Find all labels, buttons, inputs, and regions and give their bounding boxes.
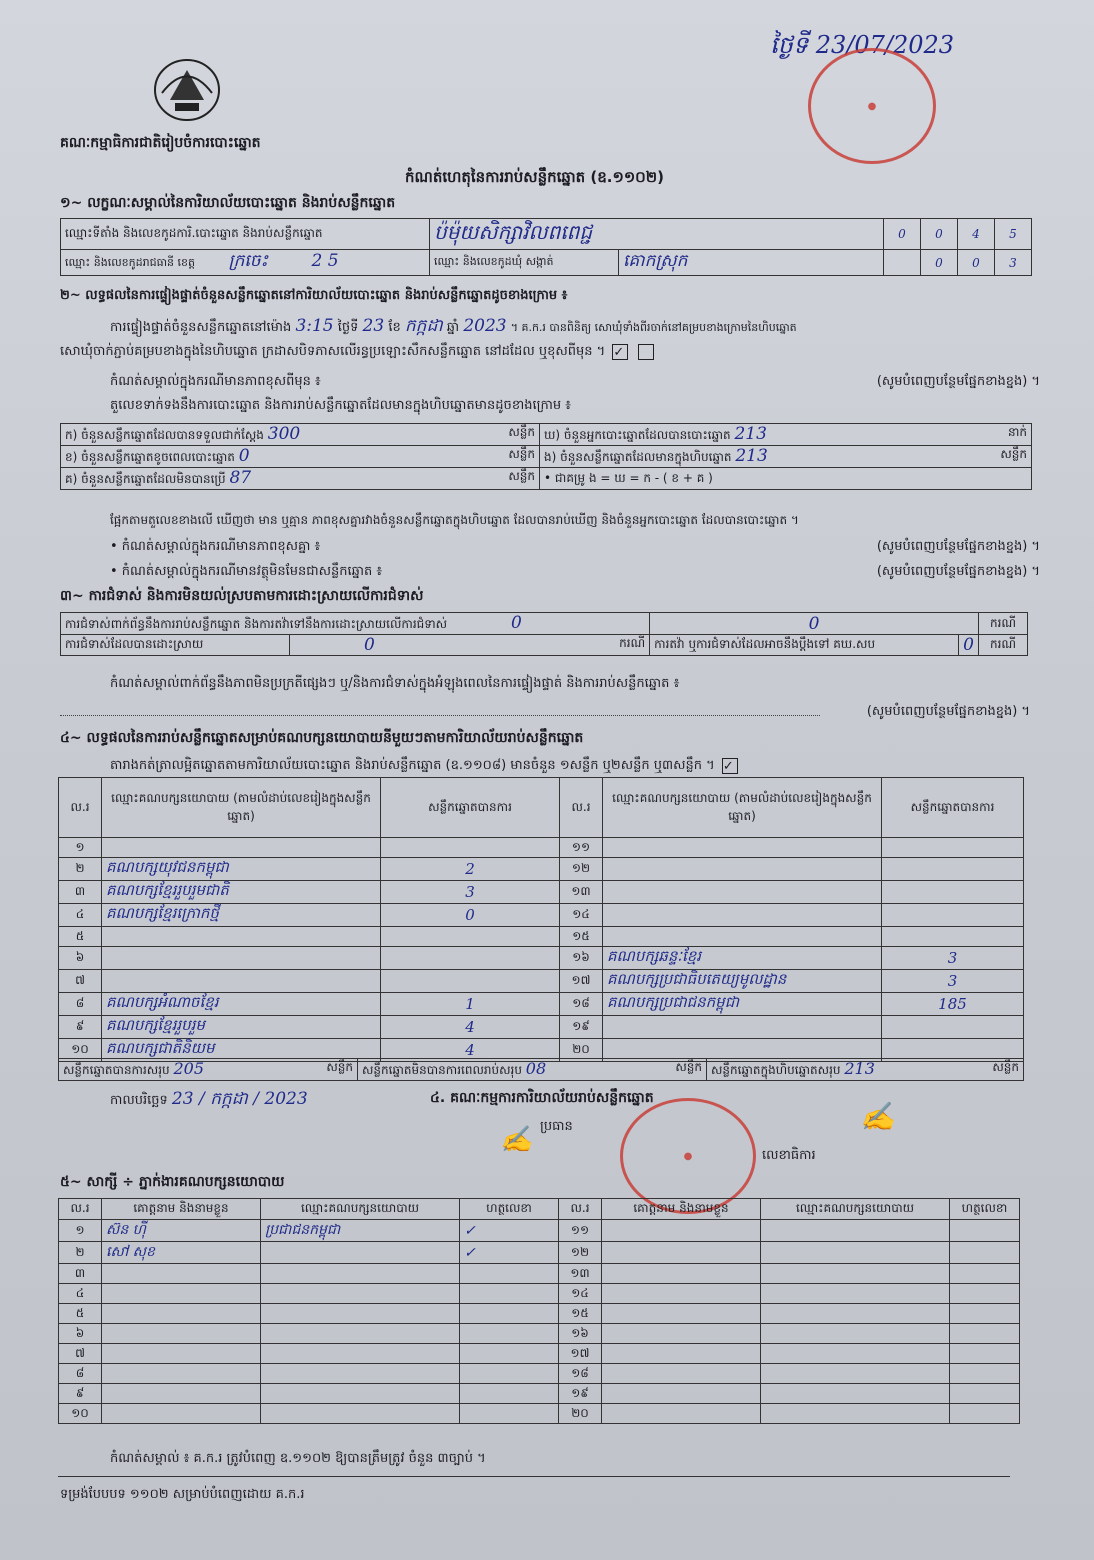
results-row-no: ៣ [59,881,102,904]
verification-year: 2023 [463,316,507,336]
witness-row-signature [460,1304,559,1324]
witness-row [59,1404,1020,1424]
witness-row-party [261,1324,460,1344]
official-stamp-top: ● [808,48,936,164]
results-row-no: ១៧ [560,970,603,993]
verification-line: ការផ្ទៀងផ្ទាត់ចំនួនសន្លឹកឆ្នោតនៅម៉ោង 3:15 ថ្ងៃទី 23 ខែ កក្កដា ឆ្នាំ 2023 ។ គ.ក.រ បានពិនិត្យ សោឃុំទាំងពីរចាក់នៅគម្របខាងក្រោមនៃហិបឆ្នោត [110,316,797,336]
results-table [58,777,1024,1062]
figures-table [60,423,1032,490]
witness-row-party [761,1220,950,1242]
objection-count-2: 0 [650,613,979,635]
section1-table [60,218,1032,276]
witness-row-signature [950,1344,1020,1364]
commune-code-digit: 0 [921,250,958,276]
province-code: 2 5 [311,251,339,271]
irregularity-note: កំណត់សម្គាល់ពាក់ព័ន្ធនឹងភាពមិនប្រក្រតីផ្សេងៗ ឬ/និងការជំទាស់ក្នុងអំឡុងពេលនៃការផ្ទៀងផ្ទាត់ និងការរាប់សន្លឹកឆ្នោត ៖ [110,676,680,691]
province-value: ក្រចេះ [228,251,269,271]
witness-row-party [761,1364,950,1384]
signing-date-value: 23 / កក្កដា / 2023 [171,1089,308,1109]
results-row-votes [882,858,1024,881]
verification-month: កក្កដា [404,316,443,336]
witness-row-party [761,1384,950,1404]
objection-table [60,612,1028,656]
witness-row-party [761,1242,950,1264]
witness-row-party [261,1384,460,1404]
results-row-no: ២ [59,858,102,881]
witness-row-name [102,1264,261,1284]
results-totals [58,1058,1024,1081]
witness-row-signature [950,1364,1020,1384]
org-name: គណៈកម្មាធិការជាតិរៀបចំការបោះឆ្នោត [60,135,261,151]
results-row-no: ១ [59,838,102,858]
results-row [59,993,1024,1016]
results-row-party: គណបក្សខ្មែរក្រោកថ្មី [102,904,381,927]
results-row-party: គណបក្សប្រជាធិបតេយ្យមូលដ្ឋាន [603,970,882,993]
committee-title: ៤. គណៈកម្មការការិយាល័យរាប់សន្លឹកឆ្នោត [430,1090,654,1106]
witness-row-no: ១៨ [559,1364,602,1384]
figure-b: ខ) ចំនួនសន្លឹកឆ្នោតខូចពេលបោះឆ្នោត 0 សន្លឹក [61,446,540,468]
witness-row-party [261,1364,460,1384]
witness-row-no: ១៧ [559,1344,602,1364]
witness-row-name [102,1324,261,1344]
results-row-no: ១៩ [560,1016,603,1039]
witness-row-no: ៦ [59,1324,102,1344]
object-note: • កំណត់សម្គាល់ក្នុងករណីមានវត្ថុមិនមែនជាសន្លឹកឆ្នោត ៖ (សូមបំពេញបន្ថែមផ្នែកខាងខ្នង) ។ [110,564,1040,579]
witness-row-name [602,1242,761,1264]
witness-row-signature [950,1264,1020,1284]
witness-row [59,1284,1020,1304]
secretary-signature: ✍ [860,1100,895,1133]
section1-title: ១~ លក្ខណៈសម្គាល់នៃការិយាល័យបោះឆ្នោត និងរាប់សន្លឹកឆ្នោត [60,195,396,211]
witness-row-signature [460,1324,559,1344]
witness-row [59,1264,1020,1284]
witness-row-signature [460,1344,559,1364]
witness-row-party [261,1242,460,1264]
witness-row-name: សៅ សុខ [102,1242,261,1264]
witness-row-name [602,1364,761,1384]
results-row-votes: 0 [381,904,560,927]
witness-row-signature [950,1404,1020,1424]
figure-a: ក) ចំនួនសន្លឹកឆ្នោតដែលបានទទួលជាក់ស្តែង 300 សន្លឹក [61,424,540,446]
witness-row-party [261,1284,460,1304]
signing-date: កាលបរិច្ឆេទ 23 / កក្កដា / 2023 [110,1089,308,1109]
witness-row-party [761,1324,950,1344]
results-row-votes: 1 [381,993,560,1016]
results-row-no: ១៣ [560,881,603,904]
section5-title: ៥~ សាក្សី ÷ ភ្នាក់ងារគណបក្សនយោបាយ [60,1174,285,1190]
results-row-votes [381,947,560,970]
results-row-party: គណបក្សជាតិនិយម [102,1039,381,1062]
witness-row [59,1344,1020,1364]
witness-row-name [602,1344,761,1364]
results-row-no: ២០ [560,1039,603,1062]
witness-header-name: គោត្តនាម និងនាមខ្លួន [602,1199,761,1220]
location-label: ឈ្មោះទីតាំង និងលេខកូដការិ.បោះឆ្នោត និងរាប់សន្លឹកឆ្នោត [61,219,430,250]
difference-note-line: កំណត់សម្គាល់ក្នុងករណីមានភាពខុសពីមុន ៖ (សូមបំពេញបន្ថែមផ្នែកខាងខ្នង) ។ [110,374,1040,389]
nec-logo [150,55,225,125]
footer-divider [58,1476,1010,1477]
seal-line: សោឃុំចាក់ភ្ជាប់គម្របខាងក្នុងនៃហិបឆ្នោត ក្រដាសបិទភាសលើរន្ធប្រឡោះសឹកសន្លឹកឆ្នោត នៅដដែល ឬខុសពីមុន ។ ✓ [60,343,657,362]
same-checkbox: ✓ [612,344,628,360]
witness-row-name [102,1384,261,1404]
witness-row-signature [950,1324,1020,1344]
results-row-party [102,970,381,993]
witness-row [59,1220,1020,1242]
results-row-no: ៤ [59,904,102,927]
results-row-no: ៨ [59,993,102,1016]
witness-row-no: ២០ [559,1404,602,1424]
witness-row-party: ប្រជាជនកម្ពុជា [261,1220,460,1242]
commune-code-digit: 0 [958,250,995,276]
witness-row-name [102,1304,261,1324]
results-row-party: គណបក្សឆន្ទៈខ្មែរ [603,947,882,970]
province-label: ឈ្មោះ និងលេខកូដរាជធានី ខេត្ត ក្រចេះ 2 5 [61,250,430,276]
chair-label: ប្រធាន [540,1119,573,1134]
results-row-party: គណបក្សខ្មែររួបរួម [102,1016,381,1039]
witness-row-name [602,1284,761,1304]
results-row [59,947,1024,970]
witness-row [59,1324,1020,1344]
results-row-party [603,1016,882,1039]
different-checkbox [638,344,654,360]
witness-row-name [102,1364,261,1384]
total-in-box: សន្លឹកឆ្នោតក្នុងហិបឆ្នោតសរុប 213 សន្លឹក [707,1059,1024,1081]
witness-row-no: ១៣ [559,1264,602,1284]
appeal-label: ការតវ៉ា ឬការជំទាស់ដែលអាចនឹងប្តឹងទៅ គឃ.សប [650,635,959,656]
witness-row-signature [460,1284,559,1304]
resolved-count: 0 ករណី [290,635,650,656]
witness-header-signature: ហត្ថលេខា [460,1199,559,1220]
witness-row-party [761,1304,950,1324]
results-row [59,970,1024,993]
results-row-party: គណបក្សយុវជនកម្ពុជា [102,858,381,881]
top-date-note: ថ្ងៃទី 23/07/2023 [770,31,955,59]
results-row-votes [882,927,1024,947]
figures-intro: តួលេខទាក់ទងនឹងការបោះឆ្នោត និងការរាប់សន្លឹកឆ្នោតដែលមានក្នុងហិបឆ្នោតមានដូចខាងក្រោម ៖ [110,398,571,413]
results-row-party [603,838,882,858]
witness-row-no: ១០ [59,1404,102,1424]
discrepancy-note: • កំណត់សម្គាល់ក្នុងករណីមានភាពខុសគ្នា ៖ (សូមបំពេញបន្ថែមផ្នែកខាងខ្នង) ។ [110,539,1040,554]
results-row-no: ១២ [560,858,603,881]
results-row-party: គណបក្សអំណាចខ្មែរ [102,993,381,1016]
witness-row-no: ៧ [59,1344,102,1364]
results-row [59,1016,1024,1039]
witness-header-party: ឈ្មោះគណបក្សនយោបាយ [761,1199,950,1220]
witness-row-signature: ✓ [460,1242,559,1264]
official-stamp-bottom: ● [620,1098,756,1214]
results-row-votes [882,838,1024,858]
results-row-party: គណបក្សខ្មែររួបរួមជាតិ [102,881,381,904]
witness-header-name: គោត្តនាម និងនាមខ្លួន [102,1199,261,1220]
discrepancy-line: ផ្អែកតាមតួលេខខាងលើ ឃើញថា មាន ឬគ្មាន ភាពខុសគ្នារវាងចំនួនសន្លឹកឆ្នោតក្នុងហិបឆ្នោត ដែលបានរាប់ឃើញ និងចំនួនអ្នកបោះឆ្នោត ដែលបានបោះឆ្នោត ។ [110,513,799,527]
results-row-votes: 4 [381,1016,560,1039]
witness-row-name [102,1344,261,1364]
results-header-votes: សន្លឹកឆ្នោតបានការ [381,778,560,838]
witness-row [59,1364,1020,1384]
witness-row [59,1304,1020,1324]
section3-title: ៣~ ការជំទាស់ និងការមិនយល់ស្របតាមការដោះស្រាយលើការជំទាស់ [60,588,424,604]
witness-row [59,1242,1020,1264]
results-row-no: ១៤ [560,904,603,927]
witness-row-party [261,1264,460,1284]
witness-row-name [602,1324,761,1344]
results-header-no: ល.រ [59,778,102,838]
irregularity-fill-line: (សូមបំពេញបន្ថែមផ្នែកខាងខ្នង) ។ [60,703,1030,720]
witness-row-signature [460,1384,559,1404]
results-row [59,904,1024,927]
witness-row-no: ១២ [559,1242,602,1264]
witness-row-signature [460,1404,559,1424]
results-row-votes: 3 [381,881,560,904]
witness-row-no: ១១ [559,1220,602,1242]
resolved-label: ការជំទាស់ដែលបានដោះស្រាយ [61,635,290,656]
witness-row-name [102,1284,261,1304]
results-row-party [102,838,381,858]
results-row-votes [882,904,1024,927]
results-row-votes: 185 [882,993,1024,1016]
location-code-digit: 0 [884,219,921,250]
section4-title: ៤~ លទ្ធផលនៃការរាប់សន្លឹកឆ្នោតសម្រាប់គណបក្សនយោបាយនីមួយៗតាមការិយាល័យរាប់សន្លឹកឆ្នោត [60,730,584,746]
footnote: កំណត់សម្គាល់ ៖ គ.ក.រ ត្រូវបំពេញ ឧ.១១០២ ឱ្យបានត្រឹមត្រូវ ចំនួន ៣ច្បាប់ ។ [110,1451,486,1466]
objection-unit: ករណី [979,613,1028,635]
results-header-votes: សន្លឹកឆ្នោតបានការ [882,778,1024,838]
witness-header-no: ល.រ [59,1199,102,1220]
witness-header-no: ល.រ [559,1199,602,1220]
witness-row-signature [950,1304,1020,1324]
witness-row-name: ស៊ន ហ៊ី [102,1220,261,1242]
results-row-votes [381,838,560,858]
results-row-party [102,927,381,947]
secretary-label: លេខាធិការ [762,1148,816,1163]
witness-row-no: ១ [59,1220,102,1242]
witness-row-signature [950,1220,1020,1242]
results-row [59,927,1024,947]
location-code-digit: 4 [958,219,995,250]
results-row-party [102,947,381,970]
witness-row [59,1384,1020,1404]
witness-row-name [102,1404,261,1424]
figure-c: គ) ចំនួនសន្លឹកឆ្នោតដែលមិនបានប្រើ 87 សន្លឹក [61,468,540,490]
commune-value: គោកស្រុក [619,250,884,276]
results-row [59,838,1024,858]
section4-intro: តារាងកត់ត្រាលម្អិតឆ្នោតតាមការិយាល័យបោះឆ្នោត និងរាប់សន្លឹកឆ្នោត (ឧ.១១០៨) មានចំនួន ១សន្លឹក ឬ២សន្លឹក ឬ៣សន្លឹក ។ ✓ [110,757,741,776]
results-header-party: ឈ្មោះគណបក្សនយោបាយ (តាមលំដាប់លេខរៀងក្នុងសន្លឹកឆ្នោត) [102,778,381,838]
results-row-no: ៥ [59,927,102,947]
commune-label: ឈ្មោះ និងលេខកូដឃុំ សង្កាត់ [430,250,619,276]
results-row [59,881,1024,904]
commune-code-digit: 3 [995,250,1032,276]
witness-row-no: ១៥ [559,1304,602,1324]
results-row-no: ១៦ [560,947,603,970]
witness-row-name [602,1384,761,1404]
results-row-party [603,881,882,904]
objection-label: ការជំទាស់ពាក់ព័ន្ធនឹងការរាប់សន្លឹកឆ្នោត និងការតវ៉ាទៅនឹងការដោះស្រាយលើការជំទាស់ 0 [61,613,650,635]
document-title: កំណត់ហេតុនៃការរាប់សន្លឹកឆ្នោត (ឧ.១១០២) [405,168,665,186]
witness-row-signature [950,1242,1020,1264]
witness-row-name [602,1220,761,1242]
location-code-digit: 5 [995,219,1032,250]
results-row-no: ១០ [59,1039,102,1062]
results-row-votes [381,927,560,947]
results-row-no: ៦ [59,947,102,970]
total-invalid: សន្លឹកឆ្នោតមិនបានការពេលរាប់សរុប 08 សន្លឹក [358,1059,707,1081]
results-row-votes [882,881,1024,904]
witness-row-no: ៩ [59,1384,102,1404]
figure-d: ឃ) ចំនួនអ្នកបោះឆ្នោតដែលបានបោះឆ្នោត 213 នាក់ [540,424,1032,446]
witness-row-signature [460,1264,559,1284]
form-note: ទម្រង់បែបបទ ១១០២ សម្រាប់បំពេញដោយ គ.ក.រ [60,1487,305,1502]
section2-title: ២~ លទ្ធផលនៃការផ្ទៀងផ្ទាត់ចំនួនសន្លឹកឆ្នោតនៅការិយាល័យបោះឆ្នោត និងរាប់សន្លឹកឆ្នោតដូចខាងក្រោម ៖ [60,288,568,303]
witness-row-no: ៣ [59,1264,102,1284]
witness-header-signature: ហត្ថលេខា [950,1199,1020,1220]
results-row-no: ១៥ [560,927,603,947]
witness-row-signature [460,1364,559,1384]
witness-row-party [261,1404,460,1424]
witness-row-no: ១៤ [559,1284,602,1304]
results-row-no: ១១ [560,838,603,858]
witness-row-no: ២ [59,1242,102,1264]
appeal-count: 0 [959,635,979,656]
total-valid: សន្លឹកឆ្នោតបានការសរុប 205 សន្លឹក [59,1059,358,1081]
witness-row-signature: ✓ [460,1220,559,1242]
witness-row-party [761,1284,950,1304]
results-row [59,858,1024,881]
results-row-no: ៩ [59,1016,102,1039]
witness-row-signature [950,1284,1020,1304]
witness-row-party [261,1344,460,1364]
results-header-party: ឈ្មោះគណបក្សនយោបាយ (តាមលំដាប់លេខរៀងក្នុងសន្លឹកឆ្នោត) [603,778,882,838]
results-row-votes: 3 [882,947,1024,970]
results-row-no: ៧ [59,970,102,993]
results-row-votes: 4 [381,1039,560,1062]
results-row-party: គណបក្សប្រជាជនកម្ពុជា [603,993,882,1016]
chair-signature: ✍ [500,1125,533,1155]
appeal-unit: ករណី [979,635,1028,656]
results-row-votes [381,970,560,993]
witness-row-signature [950,1384,1020,1404]
witness-row-party [261,1304,460,1324]
witness-row-no: ១៦ [559,1324,602,1344]
results-row-party [603,927,882,947]
figure-formula: • ជាគម្រូ ង = ឃ = ក - ( ខ + គ ) [540,468,1032,490]
witness-row-no: ៨ [59,1364,102,1384]
results-row-votes: 2 [381,858,560,881]
verification-day: 23 [362,316,385,336]
witness-row-name [602,1404,761,1424]
results-row-no: ១៨ [560,993,603,1016]
witness-row-name [602,1304,761,1324]
verification-time: 3:15 [295,316,334,336]
witness-row-party [761,1344,950,1364]
location-code-digit: 0 [921,219,958,250]
objection-count: 0 [510,613,522,633]
witness-row-party [761,1264,950,1284]
witness-row-no: ៥ [59,1304,102,1324]
results-row-party [603,858,882,881]
witness-row-no: ៤ [59,1284,102,1304]
witness-row-party [761,1404,950,1424]
results-row-party [603,904,882,927]
witness-header-party: ឈ្មោះគណបក្សនយោបាយ [261,1199,460,1220]
results-row-votes [882,1016,1024,1039]
witness-row-name [602,1264,761,1284]
results-row-votes: 3 [882,970,1024,993]
witness-table [58,1198,1020,1424]
location-value: ប៉ម៉ុយសិក្សាវិលពពេជ្ជ [430,219,884,250]
figure-e: ង) ចំនួនសន្លឹកឆ្នោតដែលមានក្នុងហិបឆ្នោត 213 សន្លឹក [540,446,1032,468]
one-sheet-checkbox: ✓ [722,758,738,774]
witness-row-no: ១៩ [559,1384,602,1404]
results-header-no: ល.រ [560,778,603,838]
